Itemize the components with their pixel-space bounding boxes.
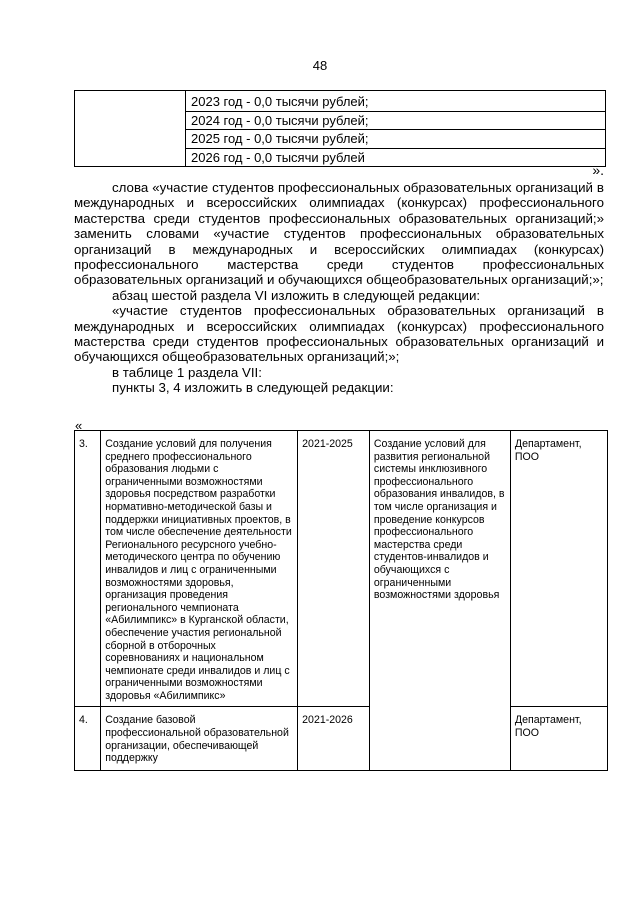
paragraph: слова «участие студентов профессиональных образовательных организаций в международных и всероссийских олимпиадах (конкурсах) профессионального мастерства среди студентов профессиональных образовательных организаций;» заменить словами «участие студентов профессиональных образовательных организаций в международных и всероссийских олимпиадах (конкурсах) профессионального мастерства среди студентов профессиональных образовательных организаций и обучающихся общеобразовательных организаций;»; (74, 180, 604, 288)
paragraph: «участие студентов профессиональных образовательных организаций в международных и всероссийских олимпиадах (конкурсах) профессионального мастерства среди студентов профессиональных образовательных организаций и обучающихся общеобразовательных организаций;»; (74, 303, 604, 365)
row-period: 2021-2026 (298, 707, 370, 771)
row-result: Создание условий для развития региональной системы инклюзивного профессионального образования инвалидов, в том числе организация и проведение конкурсов профессионального мастерства среди студентов-инвалидов и обучающихся с ограниченными возможностями здоровья (369, 431, 510, 771)
row-number: 3. (75, 431, 101, 707)
body-text (74, 180, 604, 396)
row-description: Создание условий для получения среднего профессионального образования людьми с ограниченными возможностями здоровья посредством разработки нормативно-методической базы и поддержки инициативных проектов, в том числе обеспечение деятельности Регионального ресурсного учебно-методического центра по обучению инвалидов и лиц с ограниченными возможностями здоровья, организация проведения регионального чемпионата «Абилимпикс» в Курганской области, обеспечение участия региональной сборной в отборочных соревнованиях и национальном чемпионате среди инвалидов и лиц с ограниченными возможностями здоровья «Абилимпикс» (101, 431, 298, 707)
measures-table (74, 430, 608, 771)
row-description: Создание базовой профессиональной образовательной организации, обеспечивающей поддержку (101, 707, 298, 771)
funding-line: 2025 год - 0,0 тысячи рублей; (186, 130, 605, 149)
funding-line: 2024 год - 0,0 тысячи рублей; (186, 112, 605, 131)
paragraph: в таблице 1 раздела VII: (112, 364, 262, 380)
funding-line: 2023 год - 0,0 тысячи рублей; (186, 93, 605, 112)
row-executor: Департамент, ПОО (510, 707, 607, 771)
funding-table (74, 90, 606, 167)
paragraph: пункты 3, 4 изложить в следующей редакции: (112, 380, 394, 396)
funding-table-values (186, 91, 606, 167)
funding-table-empty-cell (75, 91, 186, 167)
row-period: 2021-2025 (298, 431, 370, 707)
paragraph: абзац шестой раздела VI изложить в следующей редакции: (112, 287, 481, 303)
table-row (75, 431, 608, 707)
row-number: 4. (75, 707, 101, 771)
opening-quote: « (75, 418, 83, 433)
closing-quote: ». (592, 162, 604, 178)
funding-line: 2026 год - 0,0 тысячи рублей (191, 149, 365, 165)
row-executor: Департамент, ПОО (510, 431, 607, 707)
table-row (75, 707, 608, 771)
page-number: 48 (312, 58, 328, 73)
